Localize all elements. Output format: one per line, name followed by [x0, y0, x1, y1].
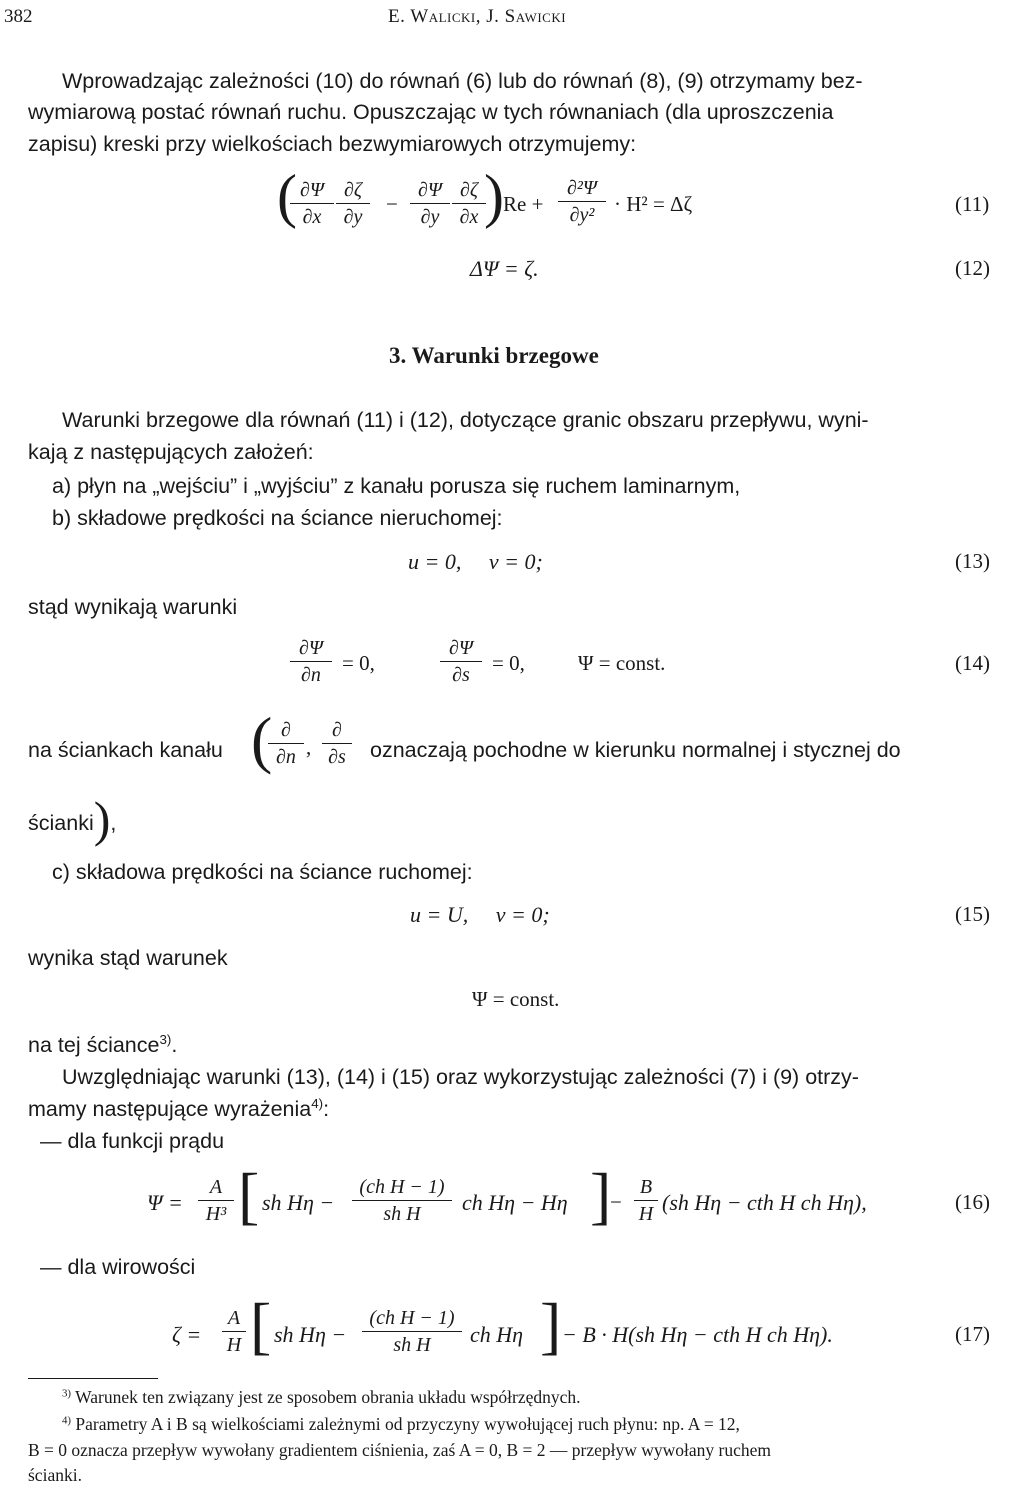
- wynika-stad: wynika stąd warunek: [28, 946, 228, 970]
- psi-const-2: Ψ = const.: [472, 987, 560, 1011]
- boundary-para-line-2: kają z następujących założeń:: [28, 440, 314, 464]
- eq16-chheta: ch Hη − Hη: [462, 1190, 568, 1215]
- frac-dzeta-dx: ∂ζ ∂x: [452, 178, 486, 229]
- walls-continuation: ścianki),: [28, 791, 117, 847]
- frac-d2psi-dy2: ∂²Ψ ∂y²: [558, 176, 606, 227]
- psi-const: Ψ = const.: [578, 651, 666, 675]
- intro-line-2: wymiarową postać równań ruchu. Opuszczając w tych równaniach (dla uproszczenia: [28, 100, 834, 124]
- eq16-right-bracket: ]: [590, 1160, 612, 1231]
- eq-number-14: (14): [955, 651, 990, 675]
- walls-prefix: na ściankach kanału: [28, 738, 223, 762]
- page-number: 382: [4, 6, 33, 27]
- eq-zero-2: = 0,: [492, 651, 525, 675]
- eq17-left-bracket: [: [250, 1290, 272, 1361]
- equation-15: u = U, v = 0;: [410, 902, 550, 927]
- stad-wynikaja: stąd wynikają warunki: [28, 595, 238, 619]
- footnote-rule: [28, 1378, 158, 1379]
- frac-dpsi-dn: ∂Ψ ∂n: [290, 636, 332, 687]
- frac-dzeta-dy: ∂ζ ∂y: [336, 178, 370, 229]
- eq17-chheta: ch Hη: [470, 1322, 524, 1347]
- dla-funkcji-pradu: — dla funkcji prądu: [40, 1129, 225, 1153]
- walls-suffix: oznaczają pochodne w kierunku normalnej i stycznej do: [370, 738, 901, 762]
- footnote-3-mark: 3): [62, 1387, 72, 1400]
- footnote-4-mark: 4): [62, 1414, 72, 1427]
- eq17-lhs: ζ =: [172, 1322, 202, 1347]
- eq16-sh-heta: sh Hη −: [262, 1190, 335, 1215]
- frac-d-dn: ∂ ∂n: [268, 718, 304, 769]
- footnote-4-line-2: B = 0 oznacza przepływ wywołany gradientem ciśnienia, zaś A = 0, B = 2 — przepływ wywołany ruchem: [28, 1440, 772, 1460]
- eq-number-17: (17): [955, 1322, 990, 1346]
- eq17-tail: − B · H(sh Hη − cth H ch Hη).: [562, 1322, 833, 1347]
- dla-wirowosci: — dla wirowości: [40, 1255, 196, 1279]
- eq16-minus: −: [610, 1190, 622, 1214]
- re-plus: Re +: [503, 192, 544, 216]
- section-title: 3. Warunki brzegowe: [389, 343, 599, 368]
- eq17-sh-heta: sh Hη −: [274, 1322, 347, 1347]
- footnote-3: $^{3)}$ Warunek ten związany jest ze sposobem obrania układu współrzędnych.: [62, 1387, 581, 1407]
- eq-number-11: (11): [955, 192, 990, 216]
- eq16-lhs: Ψ =: [147, 1190, 183, 1215]
- frac-chh1-shh: (ch H − 1) sh H: [352, 1175, 452, 1226]
- footnote-4-line-3: ścianki.: [28, 1465, 82, 1485]
- eq16-tail: (sh Hη − cth H ch Hη),: [662, 1190, 867, 1215]
- list-item-a: a) płyn na „wejściu” i „wyjściu” z kanału porusza się ruchem laminarnym,: [52, 474, 741, 498]
- list-item-c: c) składowa prędkości na ściance ruchomej:: [52, 860, 473, 884]
- equation-12: ΔΨ = ζ.: [470, 256, 539, 281]
- eq-number-16: (16): [955, 1190, 990, 1214]
- right-paren: ): [484, 163, 504, 229]
- running-head-authors: E. Walicki, J. Sawicki: [388, 6, 567, 27]
- eq17-right-bracket: ]: [540, 1290, 562, 1361]
- na-tej-sciance: na tej ściance$^{3)}$.: [28, 1032, 178, 1057]
- frac-d-ds: ∂ ∂s: [322, 718, 352, 769]
- frac-dpsi-ds: ∂Ψ ∂s: [440, 636, 482, 687]
- intro-line-1: Wprowadzając zależności (10) do równań (6) lub do równań (8), (9) otrzymamy bez-: [62, 69, 863, 93]
- frac-b-h: B H: [634, 1175, 658, 1226]
- list-item-b: b) składowe prędkości na ściance nieruchomej:: [52, 506, 503, 530]
- intro-line-3: zapisu) kreski przy wielkościach bezwymiarowych otrzymujemy:: [28, 132, 637, 156]
- minus-sign: −: [386, 192, 398, 216]
- frac-chh1-shh-17: (ch H − 1) sh H: [362, 1306, 462, 1357]
- footnote-4-line-1: $^{4)}$ Parametry A i B są wielkościami zależnymi od przyczyny wywołującej ruch płynu: np. A = 12,: [62, 1414, 740, 1434]
- uwzgl-line-2: mamy następujące wyrażenia$^{4)}$:: [28, 1096, 330, 1121]
- frac-a-h3: A H³: [198, 1175, 234, 1226]
- frac-dpsi-dx: ∂Ψ ∂x: [290, 178, 334, 229]
- eq-number-13: (13): [955, 549, 990, 573]
- uwzgl-line-1: Uwzględniając warunki (13), (14) i (15) oraz wykorzystując zależności (7) i (9) otrzy-: [62, 1065, 859, 1089]
- walls-left-paren: (: [251, 704, 273, 775]
- eq-zero-1: = 0,: [342, 651, 375, 675]
- left-paren: (: [277, 163, 297, 229]
- eq-number-15: (15): [955, 902, 990, 926]
- walls-comma: ,: [306, 735, 312, 759]
- h2-delta-zeta: · H² = Δζ: [614, 192, 693, 216]
- eq-number-12: (12): [955, 256, 990, 280]
- footnote-ref-4[interactable]: 4): [311, 1096, 324, 1112]
- frac-a-h: A H: [222, 1306, 246, 1357]
- footnote-ref-3[interactable]: 3): [159, 1032, 172, 1048]
- boundary-para-line-1: Warunki brzegowe dla równań (11) i (12), dotyczące granic obszaru przepływu, wyni-: [62, 408, 869, 432]
- equation-13: u = 0, v = 0;: [408, 549, 543, 574]
- eq16-left-bracket: [: [238, 1160, 260, 1231]
- frac-dpsi-dy: ∂Ψ ∂y: [410, 178, 450, 229]
